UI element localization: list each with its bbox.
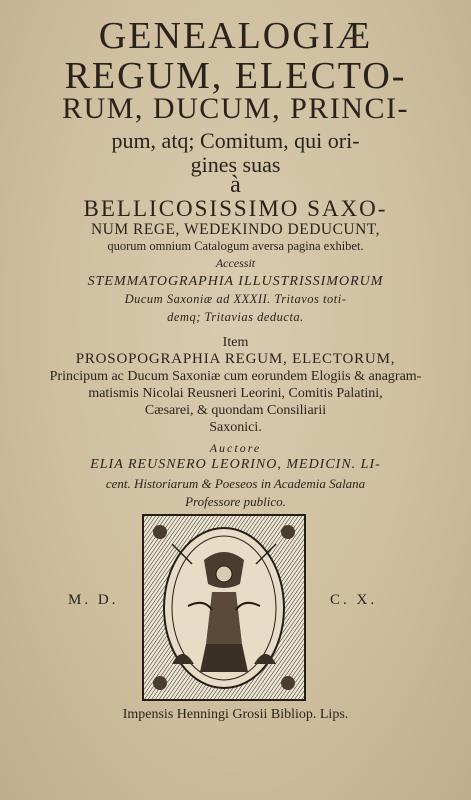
auctore-label: Auctore: [209, 441, 262, 455]
title-line-9: quorum omnium Catalogum aversa pagina exhibet.: [107, 239, 364, 253]
author-line-1: ELIA REUSNERO LEORINO, MEDICIN. LI-: [90, 457, 381, 472]
item-label: Item: [222, 335, 249, 350]
title-line-1: GENEALOGIÆ: [98, 15, 373, 57]
date-right: C. X.: [330, 592, 378, 608]
stemmatographia-heading: STEMMATOGRAPHIA ILLUSTRISSIMORUM: [87, 274, 384, 289]
title-line-5: gines suas: [190, 152, 281, 177]
prosopographia-line-4: Cæsarei, & quondam Consiliarii: [144, 403, 327, 418]
stemmatographia-line-2: Ducum Saxoniæ ad XXXII. Tritavos toti-: [124, 292, 347, 306]
printers-device-woodcut-icon: [142, 514, 306, 701]
imprint-line: Impensis Henningi Grosii Bibliop. Lips.: [122, 707, 349, 722]
title-line-7: BELLICOSISSIMO SAXO-: [83, 196, 388, 221]
author-line-2: cent. Historiarum & Poeseos in Academia Salana: [105, 476, 366, 491]
title-line-6: à: [230, 172, 241, 198]
prosopographia-heading: PROSOPOGRAPHIA REGUM, ELECTORUM,: [75, 351, 396, 367]
prosopographia-line-2: Principum ac Ducum Saxoniæ cum eorundem Elogiis & anagram-: [49, 369, 422, 384]
accessit-label: Accessit: [215, 256, 256, 270]
prosopographia-line-3: matismis Nicolai Reusneri Leorini, Comitis Palatini,: [88, 386, 383, 401]
author-line-3: Professore publico.: [185, 494, 286, 509]
stemmatographia-line-3: demq; Tritavias deducta.: [167, 310, 304, 324]
prosopographia-line-5: Saxonici.: [209, 420, 262, 435]
title-line-2: REGUM, ELECTO-: [64, 55, 407, 97]
date-left: M. D.: [68, 592, 119, 608]
title-line-8: NUM REGE, WEDEKINDO DEDUCUNT,: [90, 221, 381, 238]
title-line-3: RUM, DUCUM, PRINCI-: [62, 92, 409, 125]
title-line-4: pum, atq; Comitum, qui ori-: [111, 128, 360, 153]
